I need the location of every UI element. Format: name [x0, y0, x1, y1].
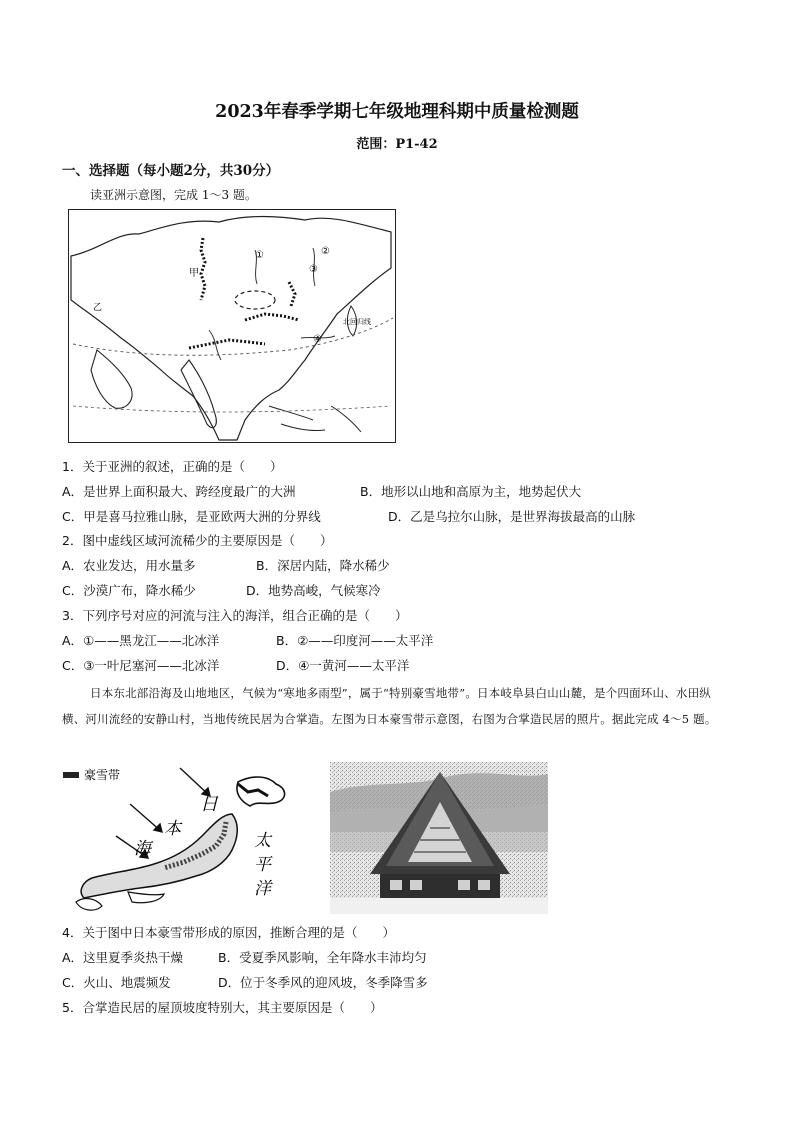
- q1-option-d[interactable]: D．乙是乌拉尔山脉，是世界海拔最高的山脉: [388, 509, 636, 524]
- q1-option-a[interactable]: A．是世界上面积最大、跨经度最广的大洲: [62, 484, 296, 499]
- q2-option-d[interactable]: D．地势高峻，气候寒冷: [246, 583, 381, 598]
- question-2-stem: 2．图中虚线区域河流稀少的主要原因是（ ）: [62, 533, 333, 548]
- label-yang: 洋: [254, 879, 271, 899]
- japan-snow-map: [62, 762, 294, 914]
- label-jia: 甲: [189, 268, 199, 279]
- page-title: 2023年春季学期七年级地理科期中质量检测题: [215, 102, 579, 122]
- question-1-stem: 1．关于亚洲的叙述，正确的是（ ）: [62, 459, 283, 474]
- section-heading: 一、选择题（每小题2分，共30分）: [62, 163, 280, 179]
- q1-option-b[interactable]: B．地形以山地和高原为主，地势起伏大: [360, 484, 582, 499]
- marker-1: ①: [255, 250, 264, 261]
- scope-label: 范围：P1-42: [356, 137, 438, 152]
- question-5-stem: 5．合掌造民居的屋顶坡度特别大，其主要原因是（ ）: [62, 1000, 383, 1015]
- label-tai: 太: [254, 831, 271, 851]
- marker-3: ③: [309, 264, 318, 275]
- marker-2: ②: [321, 246, 330, 257]
- label-ben: 本: [164, 819, 181, 839]
- q2-option-c[interactable]: C．沙漠广布，降水稀少: [62, 583, 196, 598]
- label-hai: 海: [134, 839, 151, 859]
- label-ping: 平: [254, 855, 271, 875]
- q3-option-d[interactable]: D．④一黄河——太平洋: [276, 658, 410, 673]
- q4-option-c[interactable]: C．火山、地震频发: [62, 975, 171, 990]
- label-ri: 日: [200, 794, 218, 815]
- japan-map-drawing: [62, 762, 294, 914]
- legend-label: 豪雪带: [84, 768, 121, 782]
- tropic-label: 北回归线: [343, 318, 371, 326]
- q4-option-b[interactable]: B．受夏季风影响，全年降水丰沛均匀: [218, 950, 427, 965]
- q4-option-d[interactable]: D．位于冬季风的迎风坡，冬季降雪多: [218, 975, 428, 990]
- gassho-house-photo: [330, 762, 548, 914]
- reading-passage: 日本东北部沿海及山地地区，气候为“寒地多雨型”，属于“特别豪雪地带”。日本岐阜县白山山麓，是个四面环山、水田纵横、河川流经的安静山村，当地传统民居为合掌造。左图为日本豪雪带示意图，右图为合掌造民居的照片。据此完成 4～5 题。: [62, 686, 717, 726]
- section-intro: 读亚洲示意图，完成 1～3 题。: [90, 188, 257, 202]
- question-4-stem: 4．关于图中日本豪雪带形成的原因，推断合理的是（ ）: [62, 925, 395, 940]
- legend-swatch: [63, 772, 79, 778]
- house-illustration: [330, 762, 548, 914]
- q4-option-a[interactable]: A．这里夏季炎热干燥: [62, 950, 184, 965]
- q3-option-b[interactable]: B．②——印度河——太平洋: [276, 633, 434, 648]
- q2-option-b[interactable]: B．深居内陆，降水稀少: [256, 558, 390, 573]
- q2-option-a[interactable]: A．农业发达，用水量多: [62, 558, 196, 573]
- asia-map-drawing: [69, 210, 395, 442]
- asia-map: [68, 209, 396, 443]
- label-yi: 乙: [93, 303, 103, 313]
- q3-option-c[interactable]: C．③一叶尼塞河——北冰洋: [62, 658, 220, 673]
- q3-option-a[interactable]: A．①——黑龙江——北冰洋: [62, 633, 220, 648]
- question-3-stem: 3．下列序号对应的河流与注入的海洋，组合正确的是（ ）: [62, 608, 408, 623]
- marker-4: ④: [313, 334, 322, 345]
- q1-option-c[interactable]: C．甲是喜马拉雅山脉，是亚欧两大洲的分界线: [62, 509, 321, 524]
